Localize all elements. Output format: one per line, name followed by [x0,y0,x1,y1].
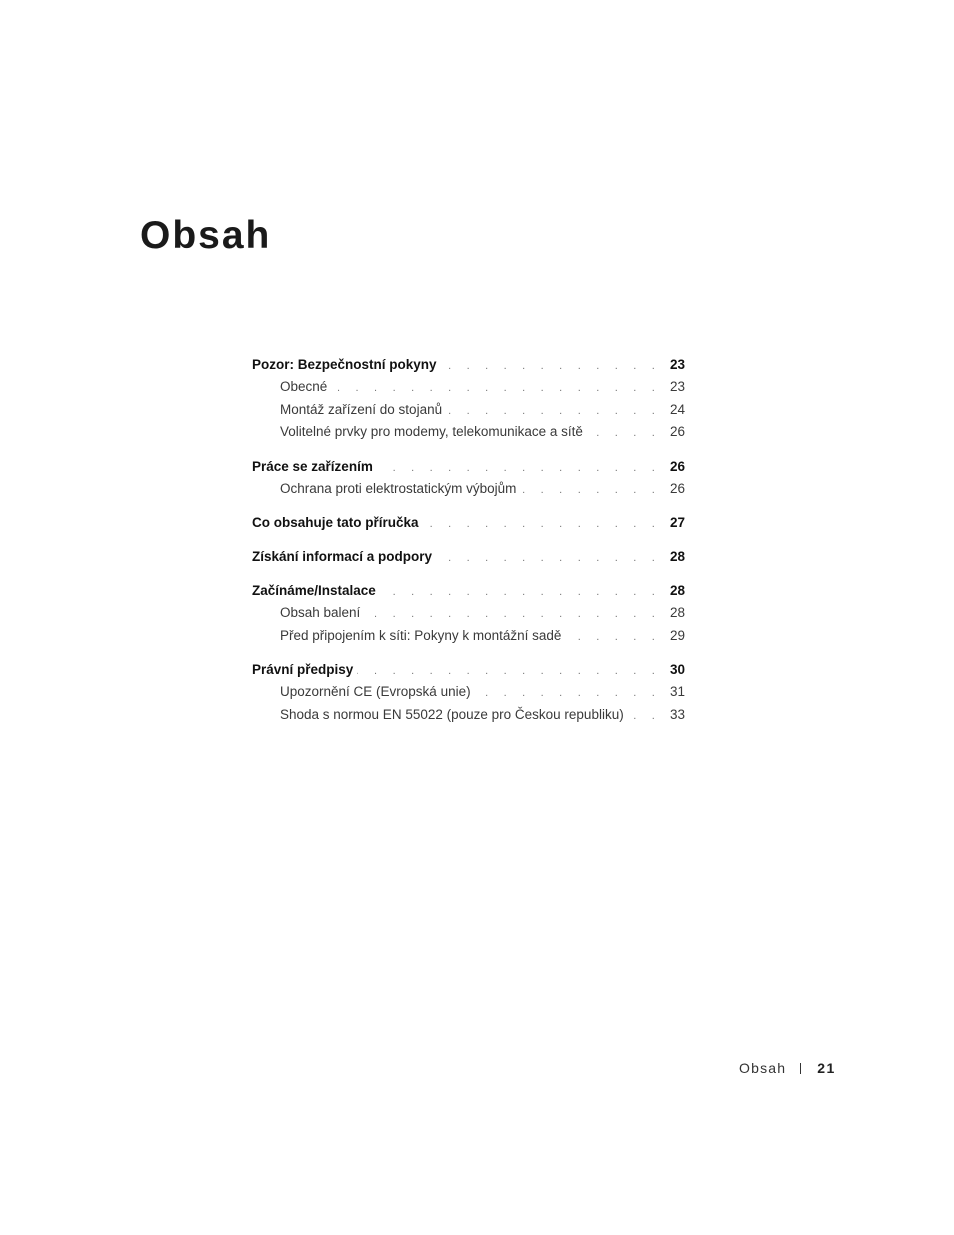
dot-leader [441,355,661,378]
toc-entry[interactable] [252,511,685,534]
toc-section-regulatory [252,658,685,726]
toc-entry[interactable] [252,545,685,568]
dot-leader [380,581,661,604]
toc-subentry-page: 26 [669,480,685,496]
toc-subentry-title: Obsah balení [280,605,361,620]
toc-entry-title: Právní předpisy [252,662,354,677]
toc-subentry-title: Montáž zařízení do stojanů [280,401,443,417]
toc-subentry[interactable] [252,399,685,422]
toc-section-working [252,455,685,501]
toc-entry[interactable] [252,353,685,376]
dot-leader [565,626,661,649]
toc-subentry[interactable] [252,625,685,648]
toc-entry-page: 28 [669,583,685,598]
toc-subentry[interactable] [252,602,685,625]
toc-section-guide [252,511,685,534]
toc-entry-title: Práce se zařízením [252,458,373,474]
dot-leader [446,400,661,423]
toc-subentry-title: Upozornění CE (Evropská unie) [280,684,471,699]
toc-subentry-title: Volitelné prvky pro modemy, telekomunikace a sítě [280,424,583,439]
toc-entry-title: Začínáme/Instalace [252,583,376,598]
toc-section-installation [252,579,685,647]
dot-leader [331,377,661,400]
dot-leader [364,603,661,626]
toc-entry-page: 23 [669,357,685,372]
dot-leader [520,479,661,502]
toc-entry-title: Získání informací a podpory [252,549,433,564]
toc-entry-page: 28 [669,549,685,564]
toc-subentry-title: Ochrana proti elektrostatickým výbojům [280,480,517,496]
toc-entry-page: 30 [669,662,685,677]
toc-section-safety [252,353,685,444]
toc-entry-title: Co obsahuje tato příručka [252,515,419,530]
toc-entry[interactable] [252,658,685,681]
toc-subentry-page: 23 [669,379,685,394]
toc-subentry[interactable] [252,421,685,444]
toc-section-support [252,545,685,568]
toc-subentry[interactable] [252,478,685,501]
dot-leader [475,682,661,705]
toc-subentry-page: 29 [669,627,685,643]
toc-subentry[interactable] [252,704,685,727]
dot-leader [377,457,661,480]
toc-subentry[interactable] [252,681,685,704]
toc-subentry-title: Obecné [280,379,328,394]
toc-subentry-page: 26 [669,424,685,439]
toc-subentry-page: 24 [669,401,685,417]
toc-entry-title: Pozor: Bezpečnostní pokyny [252,357,437,372]
dot-leader [628,705,661,728]
toc-subentry[interactable] [252,376,685,399]
dot-leader [436,547,661,570]
dot-leader [587,422,661,445]
table-of-contents [252,353,685,737]
page-footer [739,1060,836,1076]
footer-section-title: Obsah [739,1060,787,1076]
toc-subentry-page: 28 [669,605,685,620]
toc-entry-page: 26 [669,458,685,474]
toc-entry-page: 27 [669,515,685,530]
toc-subentry-page: 33 [669,706,685,722]
toc-entry[interactable] [252,579,685,602]
toc-entry[interactable] [252,455,685,478]
footer-separator [800,1063,801,1074]
dot-leader [357,660,661,683]
toc-subentry-title: Shoda s normou EN 55022 (pouze pro Českou republiku) [280,706,624,722]
page-title: Obsah [140,214,272,257]
toc-subentry-page: 31 [669,684,685,699]
toc-subentry-title: Před připojením k síti: Pokyny k montážní sadě [280,627,562,643]
dot-leader [423,513,661,536]
footer-page-number: 21 [817,1060,836,1076]
